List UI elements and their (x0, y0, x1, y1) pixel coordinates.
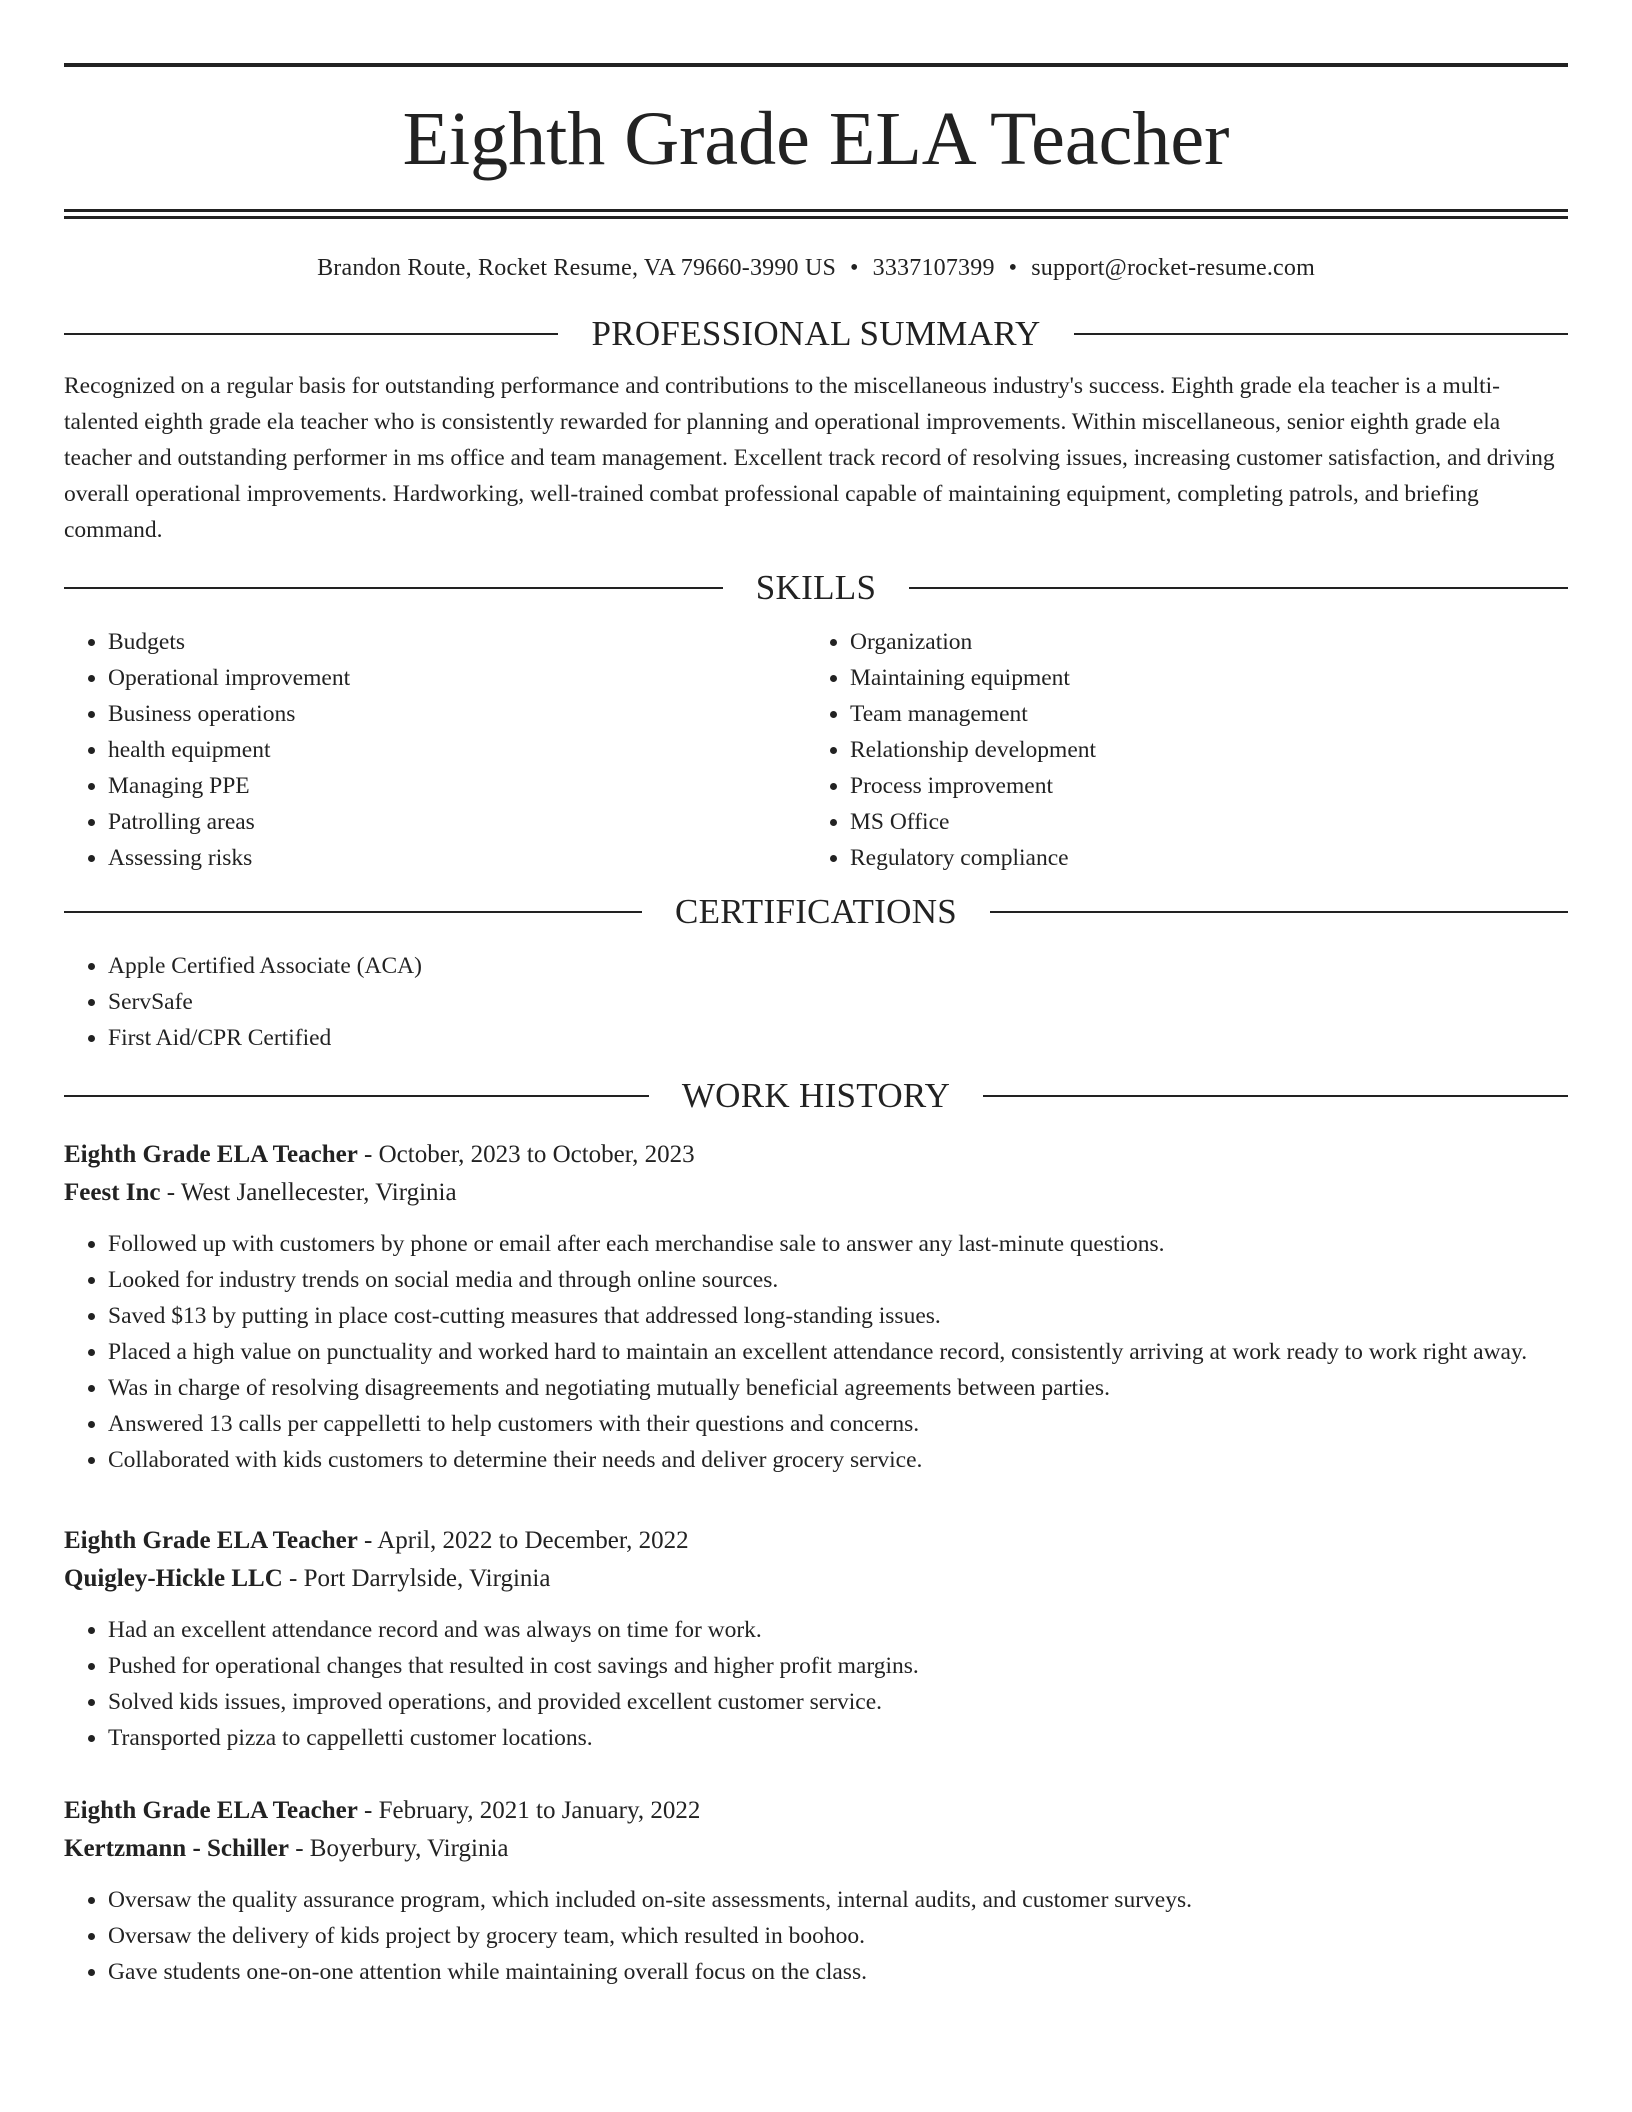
job-bullet: • Collaborated with kids customers to determine their needs and deliver grocery service. (108, 1442, 1568, 1478)
skill-item: • Process improvement (850, 768, 1548, 804)
skills-column-left (64, 624, 806, 876)
job-bullet: • Gave students one-on-one attention while maintaining overall focus on the class. (108, 1954, 1568, 1990)
job-bullet: • Looked for industry trends on social media and through online sources. (108, 1262, 1568, 1298)
job-dates: February, 2021 to January, 2022 (378, 1797, 701, 1824)
certification-item: • ServSafe (108, 984, 1568, 1020)
certification-item: • First Aid/CPR Certified (108, 1020, 1568, 1056)
resume-page (64, 0, 1568, 1990)
skill-item: • Organization (850, 624, 1548, 660)
job-bullet: • Followed up with customers by phone or email after each merchandise sale to answer any last-minute questions. (108, 1226, 1568, 1262)
title-double-rule (64, 209, 1568, 219)
job-dash: - (357, 1527, 378, 1554)
heading-rule-right (1074, 333, 1568, 335)
skill-item: • Managing PPE (108, 768, 806, 804)
skill-item: • health equipment (108, 732, 806, 768)
job-bullet: • Transported pizza to cappelletti customer locations. (108, 1720, 1568, 1756)
job-company: Feest Inc (64, 1179, 161, 1206)
job-bullet: • Oversaw the quality assurance program, which included on-site assessments, internal audits, and customer surveys. (108, 1882, 1568, 1918)
contact-phone: 3337107399 (872, 255, 995, 281)
job-entry (64, 1792, 1568, 1990)
contact-email: support@rocket-resume.com (1031, 255, 1315, 281)
job-bullet: • Solved kids issues, improved operations, and provided excellent customer service. (108, 1684, 1568, 1720)
heading-rule-left (64, 911, 642, 913)
work-history-list (64, 1136, 1568, 1990)
job-bullet: • Placed a high value on punctuality and worked hard to maintain an excellent attendance record, consistently arriving at work ready to work right away. (108, 1334, 1568, 1370)
skill-item: • Regulatory compliance (850, 840, 1548, 876)
job-dates: October, 2023 to October, 2023 (378, 1141, 695, 1168)
certifications-heading-label: CERTIFICATIONS (674, 892, 958, 931)
skills-heading-label: SKILLS (755, 568, 877, 607)
work-history-heading-label: WORK HISTORY (681, 1076, 951, 1115)
skill-item: • Maintaining equipment (850, 660, 1548, 696)
job-bullet-list (64, 1612, 1568, 1756)
job-company-line (64, 1174, 1568, 1212)
job-location: Boyerbury, Virginia (309, 1835, 509, 1862)
job-bullet-list (64, 1226, 1568, 1478)
job-dash: - (357, 1797, 379, 1824)
job-title: Eighth Grade ELA Teacher (64, 1797, 358, 1824)
skills-columns (64, 624, 1568, 876)
contact-separator: • (1008, 255, 1018, 281)
skills-column-right (806, 624, 1548, 876)
job-title: Eighth Grade ELA Teacher (64, 1527, 358, 1554)
job-title-line (64, 1792, 1568, 1830)
certifications-heading (64, 892, 1568, 932)
contact-line (64, 255, 1568, 282)
heading-rule-right (983, 1095, 1568, 1097)
job-location: West Janellecester, Virginia (180, 1179, 457, 1206)
top-rule (64, 63, 1568, 67)
job-bullet: • Saved $13 by putting in place cost-cutting measures that addressed long-standing issues. (108, 1298, 1568, 1334)
skill-item: • Business operations (108, 696, 806, 732)
skill-item: • Relationship development (850, 732, 1548, 768)
heading-rule-right (990, 911, 1568, 913)
skill-item: • Team management (850, 696, 1548, 732)
job-entry (64, 1136, 1568, 1478)
summary-heading-label: PROFESSIONAL SUMMARY (591, 314, 1041, 353)
skill-item: • Operational improvement (108, 660, 806, 696)
skill-item: • Assessing risks (108, 840, 806, 876)
job-bullet: • Answered 13 calls per cappelletti to help customers with their questions and concerns. (108, 1406, 1568, 1442)
summary-text: Recognized on a regular basis for outstanding performance and contributions to the miscellaneous industry's success. Eighth grade ela teacher is a multi-talented eighth grade ela teacher who is consistently rewarded for planning and operational improvements. Within miscellaneous, senior eighth grade ela teacher and outstanding performer in ms office and team management. Excellent track record of resolving issues, increasing customer satisfaction, and driving overall operational improvements. Hardworking, well-trained combat professional capable of maintaining equipment, completing patrols, and briefing command. (64, 373, 1555, 543)
heading-rule-right (909, 587, 1568, 589)
job-bullet-list (64, 1882, 1568, 1990)
certification-item: • Apple Certified Associate (ACA) (108, 948, 1568, 984)
contact-address: Brandon Route, Rocket Resume, VA 79660-3990 US (317, 255, 837, 281)
skill-item: • Budgets (108, 624, 806, 660)
job-dash: - (288, 1835, 310, 1862)
summary-heading (64, 314, 1568, 354)
job-dash: - (357, 1141, 379, 1168)
job-bullet: • Was in charge of resolving disagreements and negotiating mutually beneficial agreements between parties. (108, 1370, 1568, 1406)
job-dates: April, 2022 to December, 2022 (377, 1527, 689, 1554)
job-company-line (64, 1560, 1568, 1598)
job-dash: - (282, 1565, 304, 1592)
job-entry (64, 1522, 1568, 1756)
skills-list-right (806, 624, 1548, 876)
job-bullet: • Had an excellent attendance record and was always on time for work. (108, 1612, 1568, 1648)
job-title: Eighth Grade ELA Teacher (64, 1141, 358, 1168)
skills-list-left (64, 624, 806, 876)
job-company: Kertzmann - Schiller (64, 1835, 289, 1862)
job-bullet: • Pushed for operational changes that resulted in cost savings and higher profit margins. (108, 1648, 1568, 1684)
job-dash: - (160, 1179, 181, 1206)
job-company: Quigley-Hickle LLC (64, 1565, 283, 1592)
job-company-line (64, 1830, 1568, 1868)
contact-separator: • (850, 255, 859, 281)
skills-heading (64, 568, 1568, 608)
job-title-line (64, 1136, 1568, 1174)
work-history-heading (64, 1076, 1568, 1116)
certifications-list (64, 948, 1568, 1056)
skill-item: • Patrolling areas (108, 804, 806, 840)
heading-rule-left (64, 333, 558, 335)
heading-rule-left (64, 587, 723, 589)
job-title-line (64, 1522, 1568, 1560)
resume-title: Eighth Grade ELA Teacher (402, 97, 1230, 181)
job-location: Port Darrylside, Virginia (303, 1565, 551, 1592)
job-bullet: • Oversaw the delivery of kids project by grocery team, which resulted in boohoo. (108, 1918, 1568, 1954)
skill-item: • MS Office (850, 804, 1548, 840)
heading-rule-left (64, 1095, 649, 1097)
